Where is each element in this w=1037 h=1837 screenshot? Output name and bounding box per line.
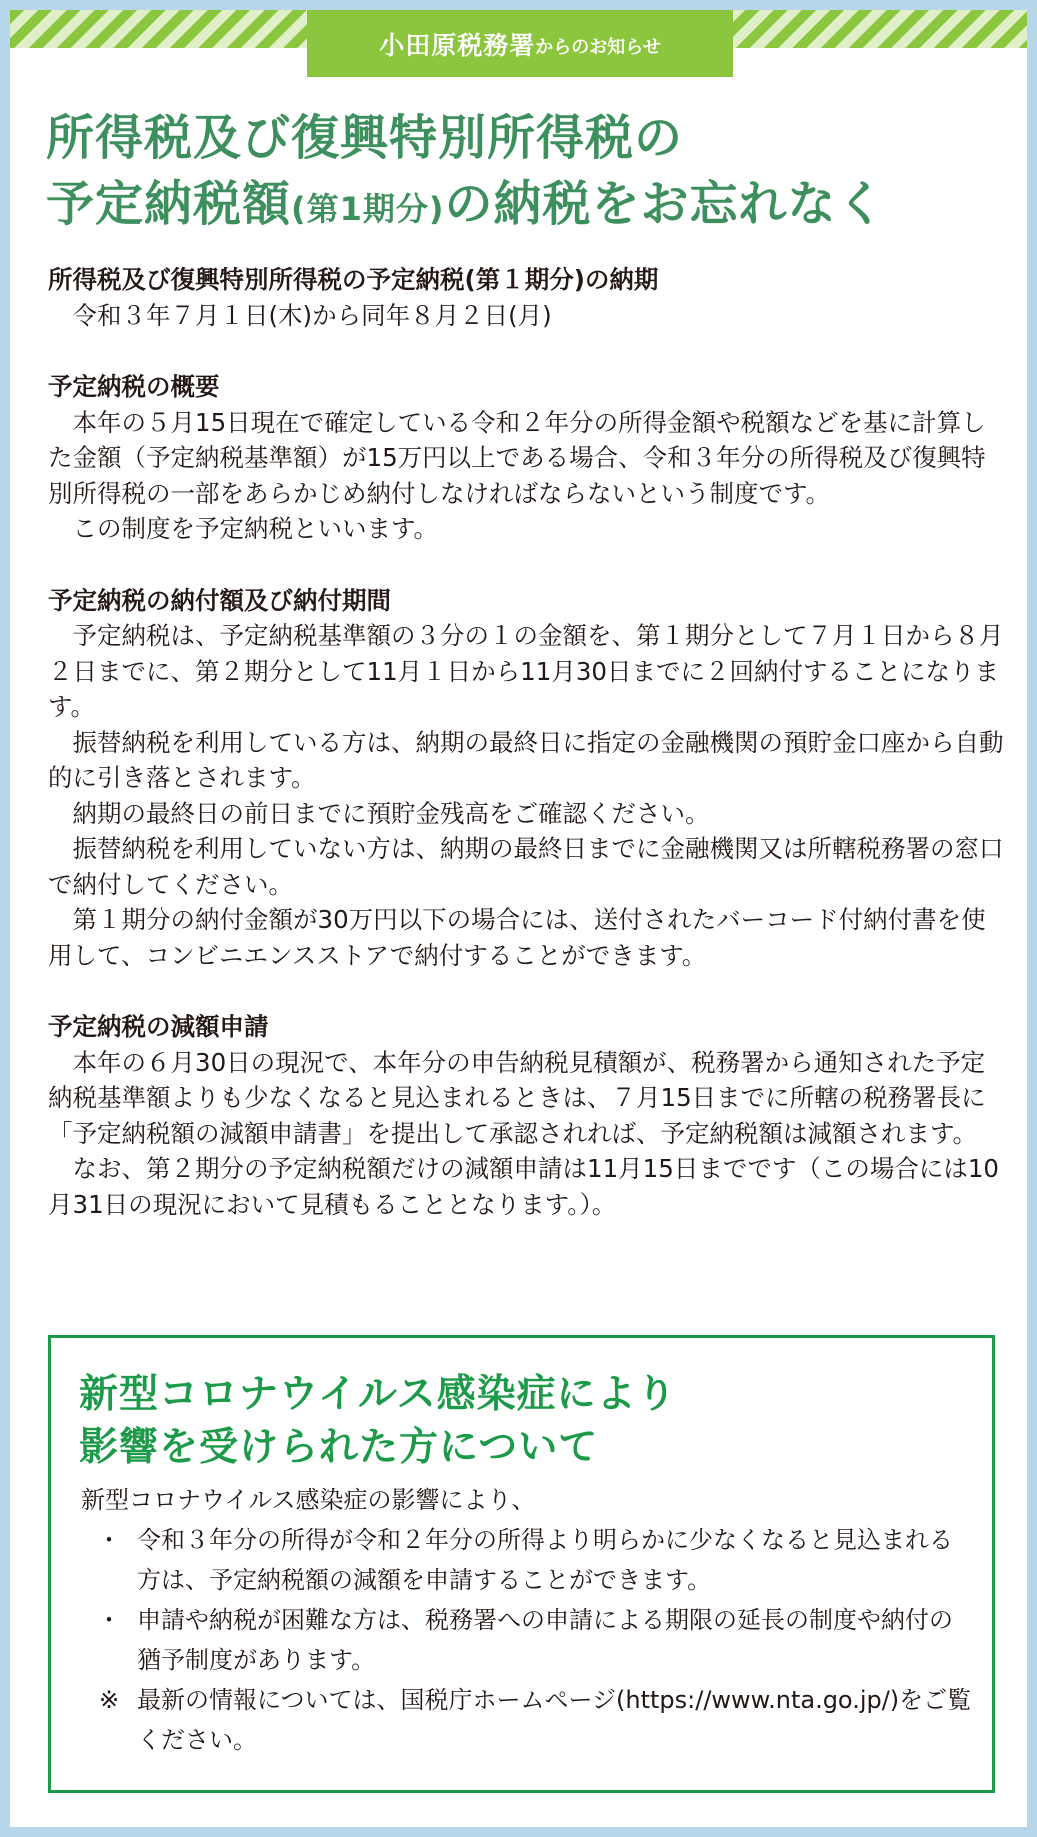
- covid-title-line1: 新型コロナウイルス感染症により: [79, 1372, 677, 1417]
- reduction-heading: 予定納税の減額申請: [48, 1012, 269, 1041]
- covid-intro: 新型コロナウイルス感染症の影響により、: [81, 1486, 536, 1514]
- main-content: [48, 262, 1008, 1222]
- covid-bullet-item: [81, 1520, 976, 1600]
- payment-paragraph: 第１期分の納付金額が30万円以下の場合には、送付されたバーコード付納付書を使用して、コンビニエンスストアで納付することができます。: [48, 905, 986, 970]
- covid-box-body: [81, 1480, 976, 1760]
- reduction-paragraph: 本年の６月30日の現況で、本年分の申告納税見積額が、税務署から通知された予定納税基準額よりも少なくなると見込まれるときは、７月15日までに所轄の税務署長に「予定納税額の減額申請書」を提出して承認されれば、予定納税額は減額されます。: [48, 1047, 986, 1148]
- title-line2-paren: (第1期分): [291, 190, 445, 228]
- covid-note-text: 最新の情報については、国税庁ホームページ(https://www.nta.go.jp/)をご覧ください。: [137, 1686, 972, 1754]
- overview-paragraph: この制度を予定納税といいます。: [72, 514, 439, 543]
- header-office: 小田原税務署: [379, 30, 536, 60]
- reduction-paragraph: なお、第２期分の予定納税額だけの減額申請は11月15日までです（この場合には10月31日の現況において見積もることとなります。）。: [48, 1154, 1000, 1219]
- page-title: [46, 105, 1016, 242]
- overview-heading: 予定納税の概要: [48, 372, 220, 401]
- deadline-heading: 所得税及び復興特別所得税の予定納税(第１期分)の納期: [48, 265, 659, 294]
- payment-paragraph: 振替納税を利用している方は、納期の最終日に指定の金融機関の預貯金口座から自動的に引き落とされます。: [48, 727, 1004, 792]
- payment-heading: 予定納税の納付額及び納付期間: [48, 585, 391, 615]
- bullet-mark: ・: [97, 1526, 121, 1554]
- title-line1: 所得税及び復興特別所得税の: [46, 110, 684, 166]
- overview-paragraph: 本年の５月15日現在で確定している令和２年分の所得金額や税額などを基に計算した金額（予定納税基準額）が15万円以上である場合、令和３年分の所得税及び復興特別所得税の一部をあらかじめ納付しなければならないという制度です。: [48, 407, 986, 508]
- covid-bullet-item: [81, 1600, 976, 1680]
- header-tab: [307, 10, 733, 77]
- covid-note-item: [81, 1680, 976, 1760]
- note-mark: ※: [98, 1686, 120, 1714]
- bullet-mark: ・: [97, 1606, 121, 1634]
- covid-bullet-text: 令和３年分の所得が令和２年分の所得より明らかに少なくなると見込まれる方は、予定納税額の減額を申請することができます。: [137, 1526, 953, 1594]
- covid-info-box: [48, 1335, 995, 1793]
- title-line2-a: 予定納税額: [46, 176, 292, 232]
- payment-paragraph: 納期の最終日の前日までに預貯金残高をご確認ください。: [72, 798, 710, 828]
- header-suffix: からのお知らせ: [535, 37, 661, 58]
- title-line2: [46, 171, 1016, 242]
- payment-paragraph: 予定納税は、予定納税基準額の３分の１の金額を、第１期分として７月１日から８月２日までに、第２期分として11月１日から11月30日までに２回納付することになります。: [48, 621, 1004, 721]
- payment-paragraph: 振替納税を利用していない方は、納期の最終日までに金融機関又は所轄税務署の窓口で納付してください。: [48, 834, 1004, 899]
- title-line2-b: の納税をお忘れなく: [444, 176, 886, 232]
- covid-box-title: [79, 1368, 959, 1474]
- covid-title-line2: 影響を受けられた方について: [79, 1425, 599, 1470]
- covid-bullet-text: 申請や納税が困難な方は、税務署への申請による期限の延長の制度や納付の猶予制度があります。: [137, 1606, 953, 1674]
- deadline-body: 令和３年７月１日(木)から同年８月２日(月): [72, 300, 552, 330]
- notice-page: [10, 10, 1027, 1827]
